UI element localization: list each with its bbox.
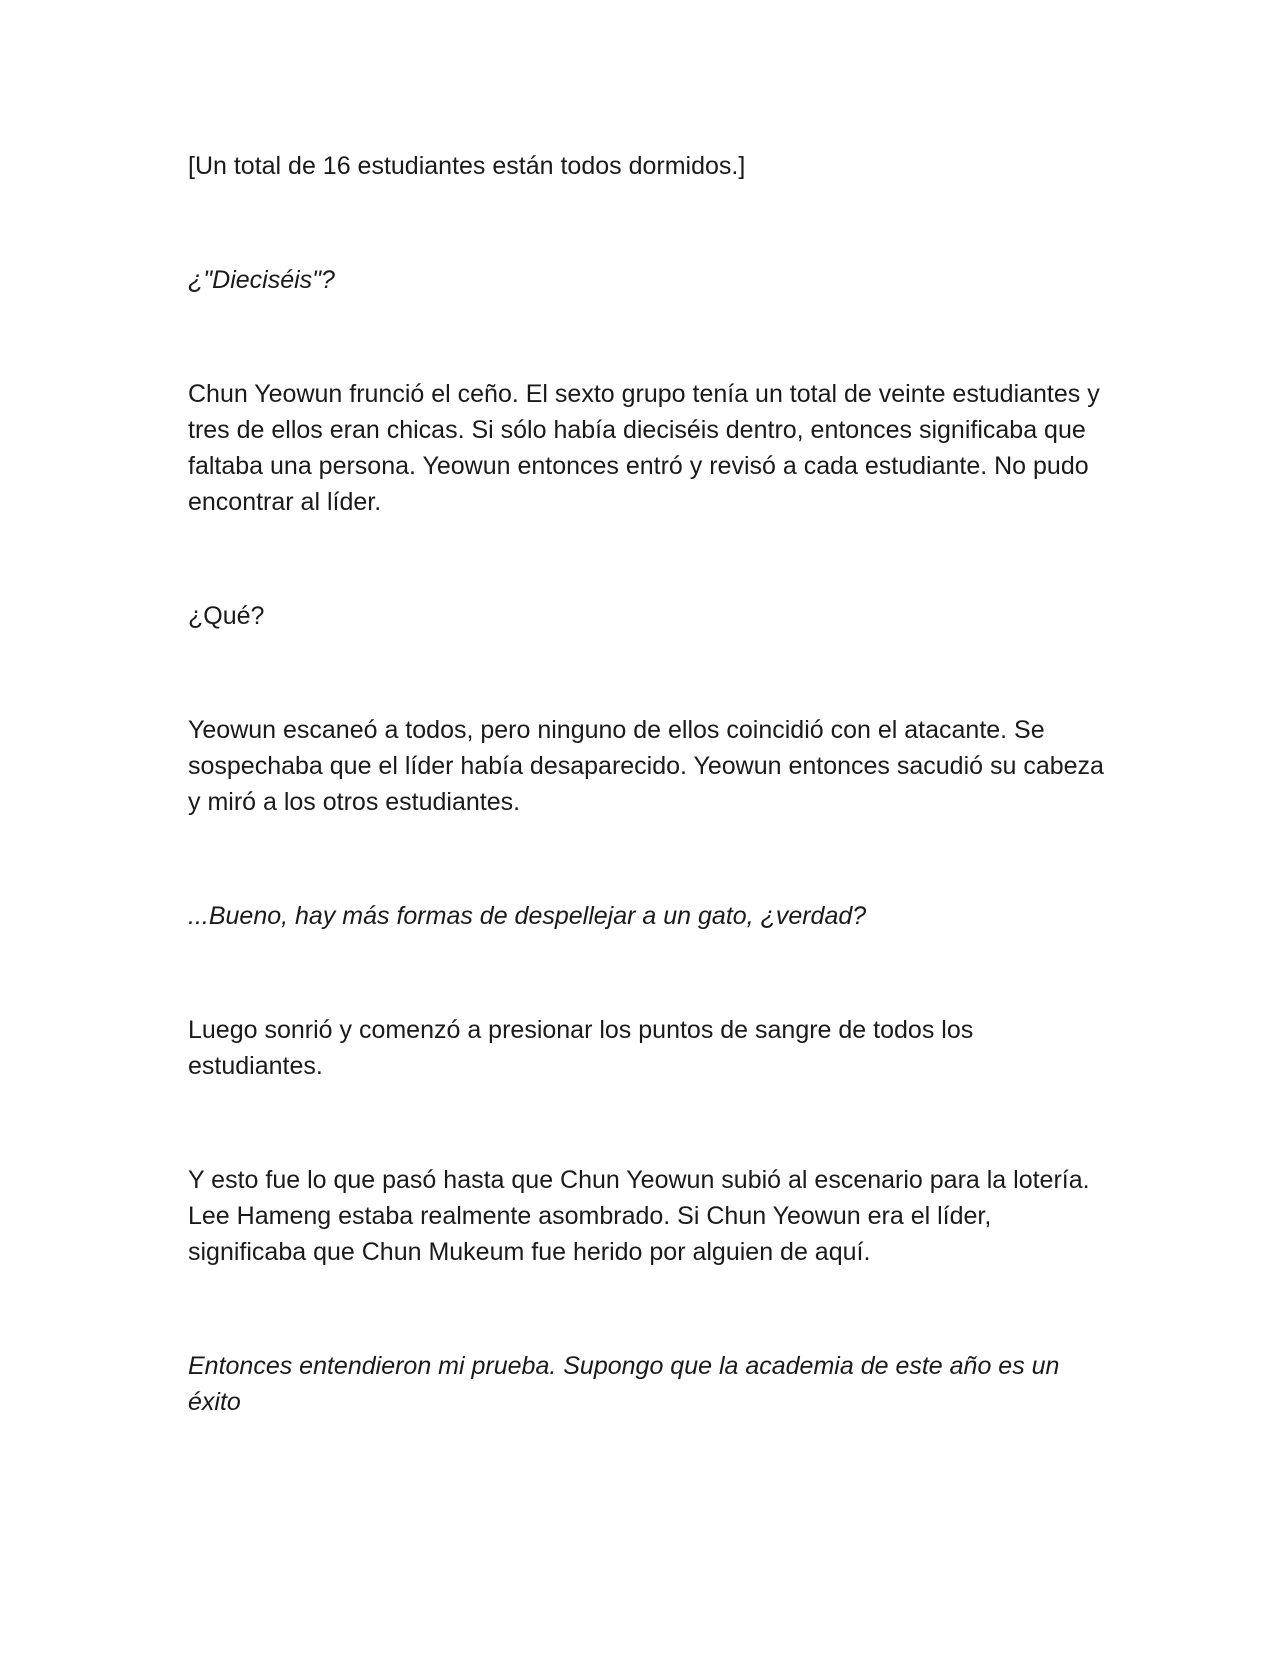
paragraph-4: ¿Qué? [188,602,265,630]
paragraph-gap [188,1084,1108,1162]
paragraph-gap [188,184,1108,262]
paragraph-gap [188,520,1108,598]
paragraph-5: Yeowun escaneó a todos, pero ninguno de ellos coincidió con el atacante. Se sospechaba que el líder había desaparecido. Yeowun entonces sacudió su cabeza y miró a los otros estudiantes. [188,716,1104,816]
paragraph-gap [188,298,1108,376]
paragraph-6: ...Bueno, hay más formas de despellejar a un gato, ¿verdad? [188,902,867,930]
paragraph-8: Y esto fue lo que pasó hasta que Chun Yeowun subió al escenario para la lotería. Lee Hameng estaba realmente asombrado. Si Chun Yeowun era el líder, significaba que Chun Mukeum fue herido por alguien de aquí. [188,1166,1090,1266]
paragraph-9: Entonces entendieron mi prueba. Supongo que la academia de este año es un éxito [188,1352,1060,1416]
paragraph-1: [Un total de 16 estudiantes están todos dormidos.] [188,152,746,180]
paragraph-gap [188,820,1108,898]
paragraph-gap [188,1270,1108,1348]
paragraph-2: ¿"Dieciséis"? [188,266,335,294]
document-body [188,148,1108,1420]
paragraph-7: Luego sonrió y comenzó a presionar los puntos de sangre de todos los estudiantes. [188,1016,974,1080]
paragraph-gap [188,934,1108,1012]
paragraph-gap [188,634,1108,712]
paragraph-3: Chun Yeowun frunció el ceño. El sexto grupo tenía un total de veinte estudiantes y tres de ellos eran chicas. Si sólo había dieciséis dentro, entonces significaba que faltaba una persona. Yeowun entonces entró y revisó a cada estudiante. No pudo encontrar al líder. [188,380,1100,516]
